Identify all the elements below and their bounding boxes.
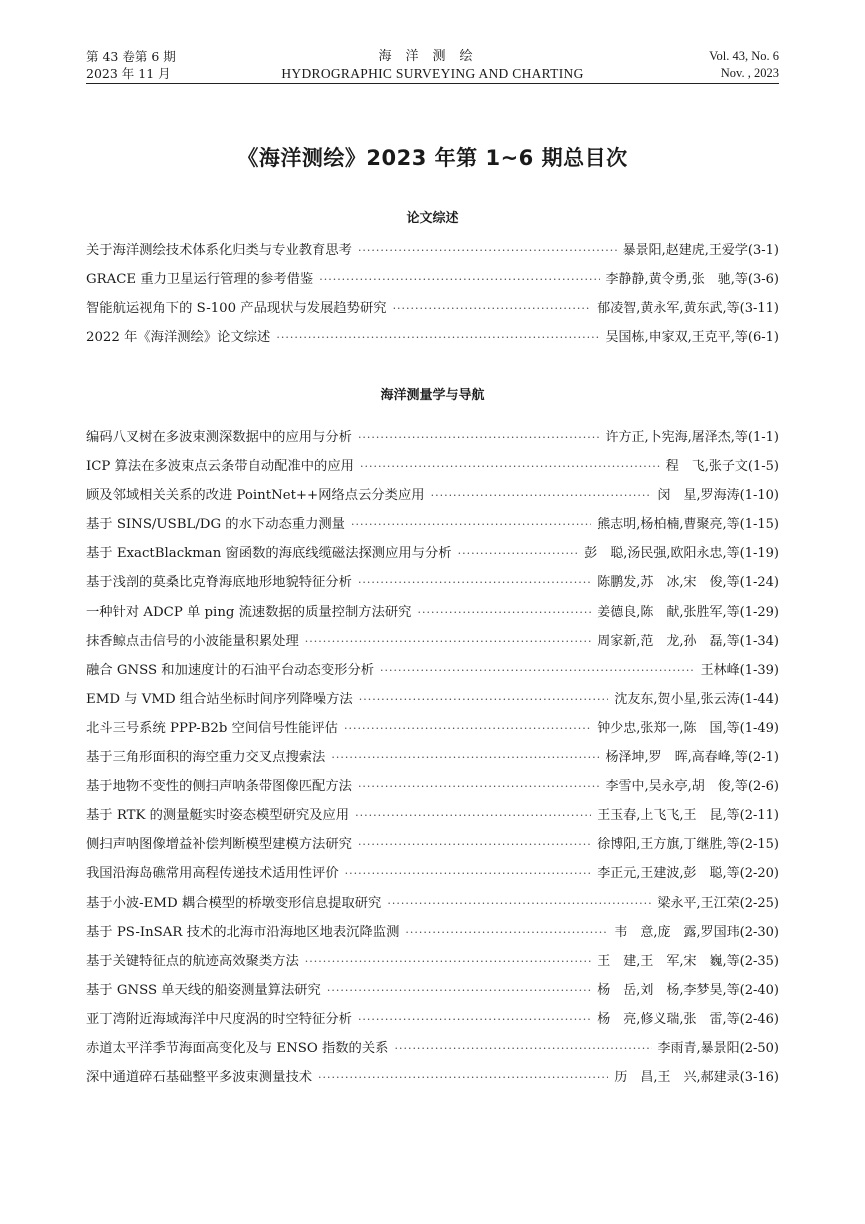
leader-dots [319,273,599,286]
leader-dots [327,984,591,997]
leader-dots [393,302,592,315]
entry-title: 编码八叉树在多波束测深数据中的应用与分析 [86,430,352,445]
toc-entry [86,542,779,571]
toc-entry [86,921,779,950]
leader-dots [305,955,592,968]
leader-dots [344,722,591,735]
entry-authors: 历 昌,王 兴,郝建录(3-16) [614,1070,779,1086]
entry-authors: 姜德良,陈 献,张胜军,等(1-29) [597,604,779,620]
entry-title: 融合 GNSS 和加速度计的石油平台动态变形分析 [86,662,375,678]
issue-cn: 第 43 卷第 6 期 [86,49,176,64]
section-heading-review: 论文综述 [406,211,459,226]
toc-entry [86,688,779,717]
entry-title: 基于 ExactBlackman 窗函数的海底线缆磁法探测应用与分析 [86,546,452,562]
entry-title: 侧扫声呐图像增益补偿判断模型建模方法研究 [86,837,352,853]
running-header [86,48,779,84]
entry-title: 2022 年《海洋测绘》论文综述 [86,330,271,346]
leader-dots [355,809,591,822]
toc-entry [86,804,779,833]
entry-authors: 彭 聪,汤民强,欧阳永忠,等(1-19) [584,546,779,562]
entry-authors: 杨 亮,修义瑞,张 雷,等(2-46) [597,1011,779,1027]
toc-entry [86,746,779,775]
leader-dots [331,751,599,764]
entry-title: 基于三角形面积的海空重力交叉点搜索法 [86,750,326,766]
entry-authors: 周家新,范 龙,孙 磊,等(1-34) [597,633,779,649]
leader-dots [358,431,600,444]
entry-authors: 李雪中,吴永亭,胡 俊,等(2-6) [605,779,779,795]
leader-dots [345,867,592,880]
entry-authors: 钟少忠,张郑一,陈 国,等(1-49) [597,720,779,736]
toc-entry [86,571,779,600]
leader-dots [458,547,579,560]
entry-authors: 王 建,王 军,宋 巍,等(2-35) [597,953,779,969]
date-cn: 2023 年 11 月 [86,66,171,81]
entry-authors: 沈友东,贺小星,张云涛(1-44) [614,691,779,707]
entry-authors: 梁永平,王江荣(2-25) [657,895,779,911]
leader-dots [387,897,651,910]
entry-authors: 陈鹏发,苏 冰,宋 俊,等(1-24) [597,575,779,591]
entry-title: 一种针对 ADCP 单 ping 流速数据的质量控制方法研究 [86,604,412,620]
toc-entry [86,775,779,804]
header-right [709,48,779,82]
entry-authors: 闵 星,罗海涛(1-10) [657,488,779,504]
entry-authors: 许方正,卜宪海,屠泽杰,等(1-1) [605,430,779,445]
entry-title: 我国沿海岛礁常用高程传递技术适用性评价 [86,866,339,882]
entry-authors: 杨泽坤,罗 晖,高春峰,等(2-1) [605,750,779,766]
journal-name-en: HYDROGRAPHIC SURVEYING AND CHARTING [281,66,584,81]
entry-title: 抹香鲸点击信号的小波能量积累处理 [86,633,299,649]
toc-entry [86,1008,779,1037]
leader-dots [431,489,652,502]
toc-entry [86,1066,779,1095]
entry-authors: 李雨青,暴景阳(2-50) [657,1040,779,1056]
entry-authors: 暴景阳,赵建虎,王爱学(3-1) [622,243,779,258]
toc-entry [86,979,779,1008]
section-list-surveying [86,426,779,1095]
entry-authors: 吴国栋,申家双,王克平,等(6-1) [605,330,779,346]
toc-entry [86,659,779,688]
leader-dots [405,926,608,939]
toc-entry [86,892,779,921]
entry-title: 北斗三号系统 PPP-B2b 空间信号性能评估 [86,720,338,736]
date-en: Nov. , 2023 [720,66,779,80]
entry-authors: 王林峰(1-39) [700,662,779,678]
entry-authors: 徐博阳,王方旗,丁继胜,等(2-15) [597,837,779,853]
toc-entry [86,601,779,630]
issue-en: Vol. 43, No. 6 [709,49,779,63]
entry-title: EMD 与 VMD 组合站坐标时间序列降噪方法 [86,691,353,707]
leader-dots [305,635,592,648]
entry-title: ICP 算法在多波束点云条带自动配准中的应用 [86,459,354,475]
entry-authors: 王玉春,上飞飞,王 昆,等(2-11) [597,808,779,824]
entry-title: 基于 GNSS 单天线的船姿测量算法研究 [86,982,321,998]
toc-entry [86,833,779,862]
leader-dots [394,1042,651,1055]
leader-dots [358,244,617,257]
entry-authors: 杨 岳,刘 杨,李梦昊,等(2-40) [597,982,779,998]
toc-entry [86,717,779,746]
toc-entry [86,297,779,326]
entry-title: 基于 RTK 的测量艇实时姿态模型研究及应用 [86,808,350,824]
entry-authors: 李正元,王建波,彭 聪,等(2-20) [597,866,779,882]
header-rule [86,83,779,84]
toc-entry [86,268,779,297]
entry-title: 基于关键特征点的航迹高效聚类方法 [86,953,299,969]
leader-dots [358,838,591,851]
toc-entry [86,426,779,455]
leader-dots [358,1013,591,1026]
leader-dots [380,664,695,677]
journal-name-cn: 海洋测绘 [378,49,487,64]
toc-entry [86,1037,779,1066]
entry-authors: 李静静,黄令勇,张 驰,等(3-6) [605,272,779,288]
entry-title: 基于小波-EMD 耦合模型的桥墩变形信息提取研究 [86,895,382,911]
toc-entry [86,455,779,484]
entry-title: 顾及邻域相关关系的改进 PointNet++网络点云分类应用 [86,488,425,504]
leader-dots [358,576,591,589]
toc-entry [86,630,779,659]
entry-title: 关于海洋测绘技术体系化归类与专业教育思考 [86,243,352,258]
entry-title: 基于 SINS/USBL/DG 的水下动态重力测量 [86,517,345,533]
entry-authors: 程 飞,张子文(1-5) [665,459,779,475]
leader-dots [417,606,591,619]
entry-title: 深中通道碎石基础整平多波束测量技术 [86,1070,313,1086]
leader-dots [276,331,599,344]
page-title: 《海洋测绘》2023 年第 1~6 期总目次 [237,146,628,170]
toc-entry [86,862,779,891]
leader-dots [360,460,660,473]
header-center [86,48,779,82]
section-heading-surveying: 海洋测量学与导航 [380,388,485,403]
leader-dots [358,780,600,793]
entry-authors: 韦 意,庞 露,罗国玮(2-30) [614,924,779,940]
section-list-review [86,239,779,355]
toc-entry [86,326,779,355]
leader-dots [318,1071,608,1084]
entry-authors: 郁凌智,黄永军,黄东武,等(3-11) [597,301,779,317]
entry-title: 赤道太平洋季节海面高变化及与 ENSO 指数的关系 [86,1040,389,1056]
toc-entry [86,513,779,542]
entry-title: 基于浅剖的莫桑比克脊海底地形地貌特征分析 [86,575,352,591]
entry-title: 智能航运视角下的 S-100 产品现状与发展趋势研究 [86,301,387,317]
entry-title: 基于 PS-InSAR 技术的北海市沿海地区地表沉降监测 [86,924,400,940]
leader-dots [359,693,609,706]
entry-title: 亚丁湾附近海域海洋中尺度涡的时空特征分析 [86,1011,352,1027]
toc-entry [86,484,779,513]
entry-authors: 熊志明,杨柏楠,曹聚亮,等(1-15) [597,517,779,533]
entry-title: 基于地物不变性的侧扫声呐条带图像匹配方法 [86,779,352,795]
leader-dots [351,518,591,531]
toc-entry [86,239,779,268]
toc-entry [86,950,779,979]
entry-title: GRACE 重力卫星运行管理的参考借鉴 [86,272,314,288]
